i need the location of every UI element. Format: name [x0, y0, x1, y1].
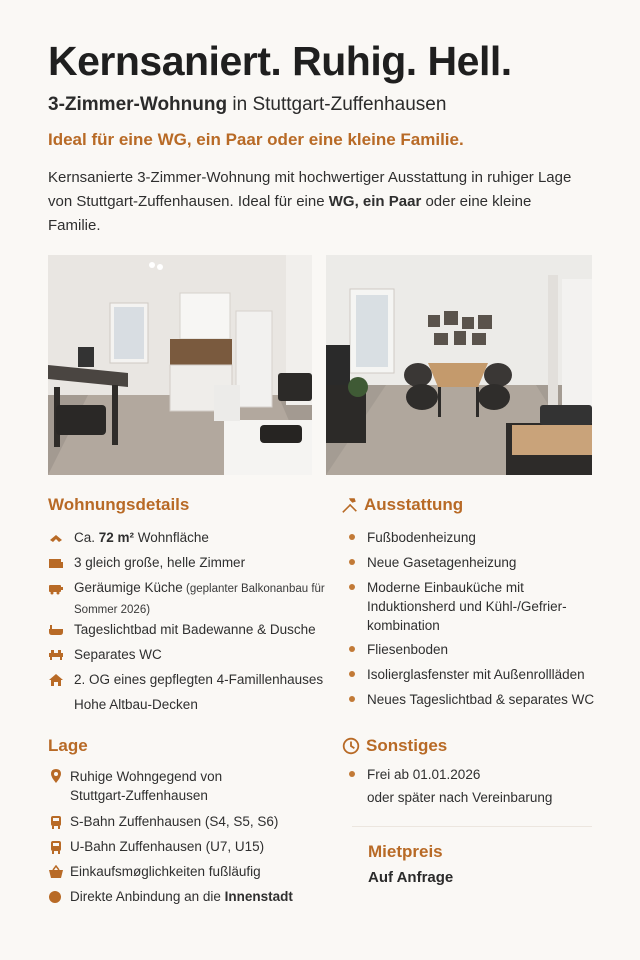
- bullet-dot: [349, 584, 355, 590]
- list-item: Ruhige Wohngegend von Stuttgart-Zuffenhausen: [48, 767, 258, 812]
- train-icon: [48, 815, 64, 829]
- map-pin-icon: [48, 769, 64, 783]
- bathtub-icon: [48, 623, 64, 637]
- other-list: [346, 765, 606, 811]
- divider: [352, 826, 592, 827]
- location-list: [48, 767, 338, 912]
- subway-icon: [48, 840, 64, 854]
- list-item: Frei ab 01.01.2026: [346, 765, 606, 788]
- area-icon: [48, 531, 64, 545]
- list-item: Einkaufsmøglichkeiten fußläufig: [48, 862, 338, 887]
- kitchen-photo: [48, 255, 312, 475]
- list-item: 2. OG eines gepflegten 4-Famillenhauses: [48, 670, 338, 695]
- list-item: Tageslichtbad mit Badewanne & Dusche: [48, 620, 338, 645]
- list-item: Separates WC: [48, 645, 338, 670]
- page-title: Kernsaniert. Ruhig. Hell.: [48, 38, 512, 84]
- bullet-dot: [349, 771, 355, 777]
- intro-bold: WG, ein Paar: [328, 193, 422, 210]
- intro-part1: Kernsanierte 3-Zimmer-Wohnung mit hochwertiger Ausstattung in ruhiger Lage von Stuttgart-Zuffenhausen. Ideal für eine: [48, 169, 572, 210]
- details-list: [48, 528, 338, 720]
- shopping-basket-icon: [48, 865, 64, 879]
- intro-part2: oder eine kleine Familie.: [48, 193, 532, 234]
- list-item: Ca. 72 m² Wohnfläche: [48, 528, 338, 553]
- subtitle: [48, 94, 446, 116]
- living-room-photo: [326, 255, 592, 475]
- bed-icon: [48, 556, 64, 570]
- other-heading: Sonstiges: [342, 736, 447, 756]
- wc-icon: [48, 648, 64, 662]
- list-item: 3 gleich große, helle Zimmer: [48, 553, 338, 578]
- bullet-dot: [349, 696, 355, 702]
- list-item: Neue Gasetagenheizung: [346, 553, 612, 578]
- subtitle-bold: 3-Zimmer-Wohnung: [48, 94, 228, 115]
- location-heading: Lage: [48, 736, 88, 755]
- list-item: U-Bahn Zuffenhausen (U7, U15): [48, 837, 338, 862]
- list-item: S-Bahn Zuffenhausen (S4, S5, S6): [48, 812, 338, 837]
- tagline: Ideal für eine WG, ein Paar oder eine kleine Familie.: [48, 130, 464, 149]
- bullet-dot: [349, 646, 355, 652]
- list-item: Direkte Anbindung an die Innenstadt: [48, 887, 338, 912]
- house-icon: [48, 673, 64, 687]
- list-item: Neues Tageslichtbad & separates WC: [346, 690, 612, 715]
- circle-icon: [48, 890, 64, 904]
- intro-paragraph: [48, 166, 578, 238]
- list-item: Isolierglasfenster mit Außenrollläden: [346, 665, 612, 690]
- list-item: Hohe Altbau-Decken: [74, 697, 198, 712]
- hammer-wrench-icon: [340, 496, 358, 514]
- bullet-dot: [349, 534, 355, 540]
- details-heading: Wohnungsdetails: [48, 495, 190, 514]
- clock-icon: [342, 737, 360, 755]
- price-heading: Mietpreis: [368, 842, 443, 861]
- list-item: oder später nach Vereinbarung: [367, 790, 553, 805]
- equipment-heading: Ausstattung: [340, 495, 463, 515]
- equipment-list: [346, 528, 612, 715]
- price-value: Auf Anfrage: [368, 869, 454, 886]
- bullet-dot: [349, 559, 355, 565]
- subtitle-rest: in Stuttgart-Zuffenhausen: [227, 94, 447, 115]
- list-item: Fußbodenheizung: [346, 528, 612, 553]
- list-item: Fliesenboden: [346, 640, 612, 665]
- list-item: Moderne Einbauküche mit Induktionsherd und Kühl-/Gefrier-kombination: [346, 578, 612, 640]
- stove-icon: [48, 581, 64, 595]
- list-item: Geräumige Küche (geplanter Balkonanbau für Sommer 2026): [48, 578, 338, 620]
- bullet-dot: [349, 671, 355, 677]
